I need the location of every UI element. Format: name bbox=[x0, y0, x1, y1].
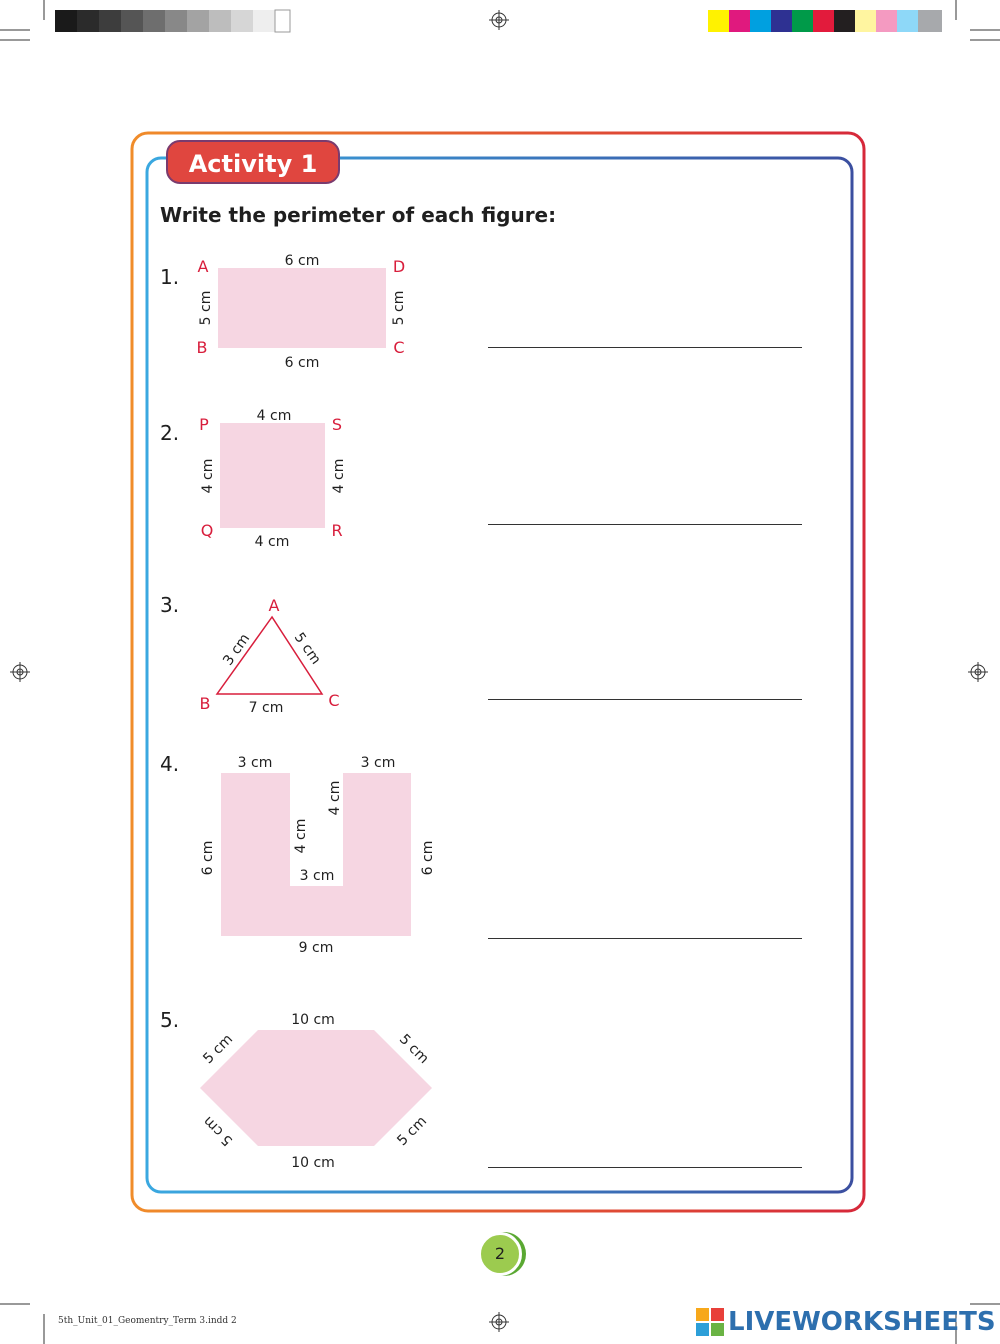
answer-line bbox=[488, 938, 802, 939]
measure-label: 5 cm bbox=[290, 629, 324, 668]
vertex-label: A bbox=[197, 257, 209, 276]
measure-label: 4 cm bbox=[327, 780, 343, 816]
rectangle-shape bbox=[218, 268, 386, 348]
answer-input-5[interactable] bbox=[488, 1136, 806, 1168]
liveworksheets-icon bbox=[696, 1308, 724, 1336]
vertex-label: B bbox=[199, 694, 211, 713]
question-number: 4. bbox=[160, 752, 180, 776]
question-number: 5. bbox=[160, 1008, 180, 1032]
measure-label: 5 cm bbox=[200, 1112, 237, 1149]
measure-label: 9 cm bbox=[298, 940, 334, 956]
measure-label: 4 cm bbox=[331, 458, 347, 494]
vertex-label: R bbox=[331, 521, 343, 540]
question-number: 1. bbox=[160, 265, 180, 289]
measure-label: 5 cm bbox=[391, 290, 407, 326]
measure-label: 5 cm bbox=[394, 1113, 431, 1150]
answer-input-3[interactable] bbox=[488, 668, 806, 700]
measure-label: 4 cm bbox=[256, 408, 292, 424]
measure-label: 5 cm bbox=[200, 1031, 237, 1068]
instruction: Write the perimeter of each figure: bbox=[160, 203, 557, 227]
measure-label: 6 cm bbox=[200, 840, 216, 876]
vertex-label: C bbox=[328, 691, 340, 710]
vertex-label: S bbox=[331, 415, 343, 434]
measure-label: 5 cm bbox=[198, 290, 214, 326]
question-number: 3. bbox=[160, 593, 180, 617]
measure-label: 3 cm bbox=[220, 630, 254, 669]
answer-line bbox=[488, 1167, 802, 1168]
vertex-label: D bbox=[392, 257, 406, 276]
measure-label: 10 cm bbox=[291, 1012, 335, 1028]
measure-label: 6 cm bbox=[284, 253, 320, 269]
measure-label: 4 cm bbox=[293, 818, 309, 854]
footer-file-name: 5th_Unit_01_Geomentry_Term 3.indd 2 bbox=[58, 1316, 237, 1326]
vertex-label: A bbox=[268, 596, 280, 615]
rectangle-figure bbox=[197, 253, 407, 371]
answer-input-4[interactable] bbox=[488, 907, 806, 939]
activity-title: Activity 1 bbox=[166, 140, 340, 184]
u-shape-figure bbox=[200, 755, 436, 956]
measure-label: 10 cm bbox=[291, 1155, 335, 1171]
brand-name: LIVEWORKSHEETS bbox=[728, 1307, 996, 1337]
measure-label: 7 cm bbox=[248, 700, 284, 716]
brand-logo bbox=[696, 1306, 996, 1338]
vertex-label: B bbox=[196, 338, 208, 357]
page-number: 2 bbox=[478, 1232, 522, 1276]
measure-label: 4 cm bbox=[254, 534, 290, 550]
measure-label: 6 cm bbox=[420, 840, 436, 876]
square-figure bbox=[199, 408, 347, 550]
measure-label: 4 cm bbox=[200, 458, 216, 494]
answer-line bbox=[488, 699, 802, 700]
vertex-label: Q bbox=[200, 521, 214, 540]
hexagon-shape bbox=[200, 1030, 432, 1146]
u-shape bbox=[221, 773, 411, 936]
vertex-label: P bbox=[199, 415, 209, 434]
triangle-figure bbox=[200, 596, 340, 716]
answer-input-2[interactable] bbox=[488, 493, 806, 525]
answer-line bbox=[488, 524, 802, 525]
answer-line bbox=[488, 347, 802, 348]
vertex-label: C bbox=[393, 338, 405, 357]
measure-label: 5 cm bbox=[395, 1031, 432, 1068]
square-shape bbox=[220, 423, 325, 528]
measure-label: 6 cm bbox=[284, 355, 320, 371]
measure-label: 3 cm bbox=[360, 755, 396, 771]
measure-label: 3 cm bbox=[237, 755, 273, 771]
answer-input-1[interactable] bbox=[488, 316, 806, 348]
hexagon-figure bbox=[200, 1012, 432, 1171]
question-number: 2. bbox=[160, 421, 180, 445]
measure-label: 3 cm bbox=[299, 868, 335, 884]
